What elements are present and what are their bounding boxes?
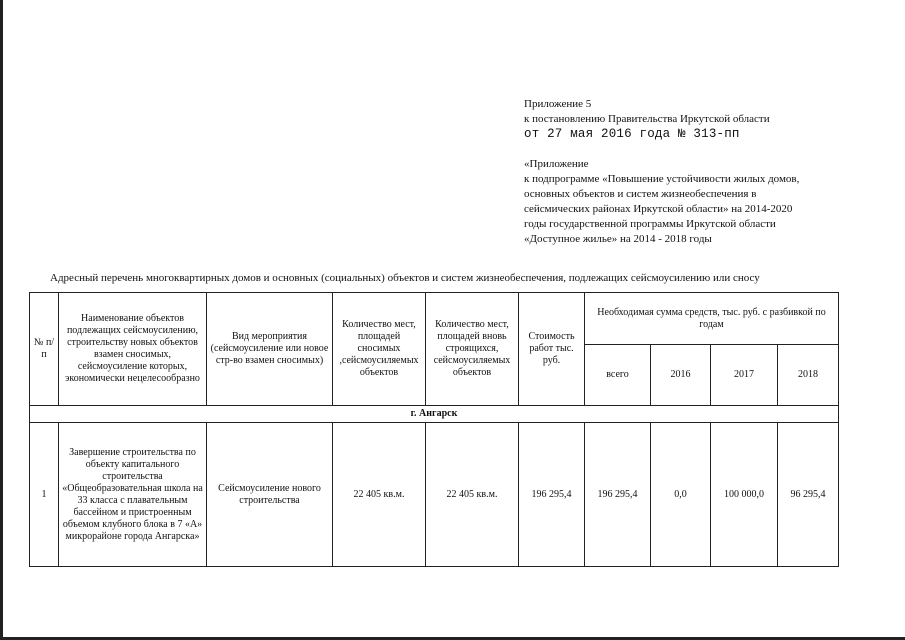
header-places-new: Количество мест, площадей вновь строящихся, сейсмоусиляемых объектов [426, 293, 519, 406]
appendix-line: «Приложение [524, 158, 589, 170]
header-line-1: Приложение 5 [524, 98, 592, 110]
cell-places-new: 22 405 кв.м. [426, 423, 519, 567]
appendix-line: «Доступное жилье» на 2014 - 2018 годы [524, 233, 712, 245]
cell-num: 1 [30, 423, 59, 567]
document-title: Адресный перечень многоквартирных домов и основных (социальных) объектов и систем жизнеобеспечения, подлежащих сейсмоусилению или сносу [50, 272, 760, 284]
header-funds-group: Необходимая сумма средств, тыс. руб. с разбивкой по годам [585, 293, 839, 345]
objects-table [29, 292, 839, 567]
cell-2017: 100 000,0 [711, 423, 778, 567]
appendix-line: к подпрограмме «Повышение устойчивости жилых домов, [524, 173, 800, 185]
resolution-header [524, 97, 770, 142]
table-header-row [30, 293, 839, 345]
section-row [30, 406, 839, 423]
header-total: всего [585, 345, 651, 406]
cell-name: Завершение строительства по объекту капитального строительства «Общеобразовательная школа на 33 класса с плавательным бассейном и пристроенным объемом клубного блока в 7 «А» микрорайоне города Ангарска» [59, 423, 207, 567]
header-num: № п/п [30, 293, 59, 406]
header-date-line: от 27 мая 2016 года № 313-пп [524, 127, 740, 141]
cell-total: 196 295,4 [585, 423, 651, 567]
header-2017: 2017 [711, 345, 778, 406]
header-name: Наименование объектов подлежащих сейсмоусилению, строительству новых объектов взамен сносимых, сейсмоусиление которых, экономически нецелесообразно [59, 293, 207, 406]
cell-type: Сейсмоусиление нового строительства [207, 423, 333, 567]
cell-cost: 196 295,4 [519, 423, 585, 567]
header-2018: 2018 [778, 345, 839, 406]
appendix-block [524, 157, 799, 247]
scan-left-edge [0, 0, 3, 640]
section-title: г. Ангарск [30, 406, 839, 423]
appendix-line: основных объектов и систем жизнеобеспечения в [524, 188, 757, 200]
cell-2018: 96 295,4 [778, 423, 839, 567]
header-cost: Стоимость работ тыс. руб. [519, 293, 585, 406]
appendix-line: годы государственной программы Иркутской области [524, 218, 776, 230]
header-type: Вид мероприятия (сейсмоусиление или новое стр-во взамен сносимых) [207, 293, 333, 406]
appendix-line: сейсмических районах Иркутской области» на 2014-2020 [524, 203, 793, 215]
header-2016: 2016 [651, 345, 711, 406]
table-row [30, 423, 839, 567]
header-places-existing: Количество мест, площадей сносимых ,сейсмоусиляемых объектов [333, 293, 426, 406]
cell-places-existing: 22 405 кв.м. [333, 423, 426, 567]
header-line-2: к постановлению Правительства Иркутской области [524, 113, 770, 125]
cell-2016: 0,0 [651, 423, 711, 567]
